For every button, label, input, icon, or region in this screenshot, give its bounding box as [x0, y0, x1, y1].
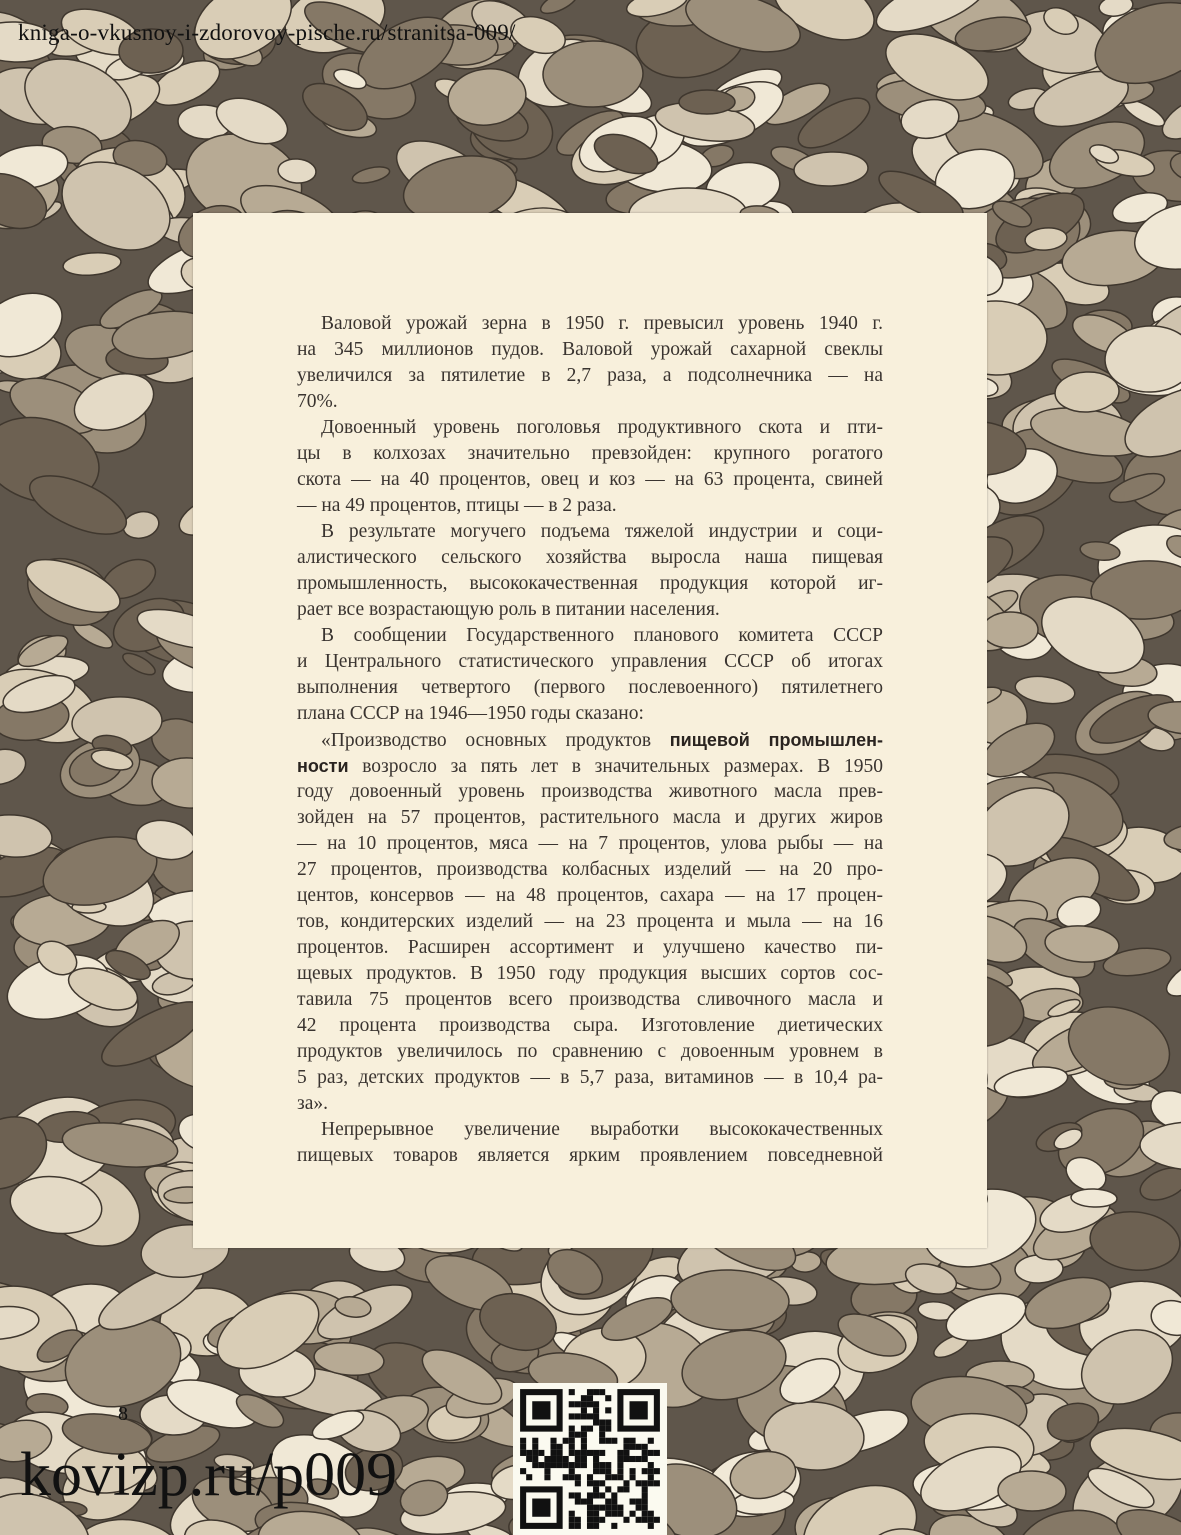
qr-module	[587, 1401, 593, 1407]
text-line	[297, 441, 883, 467]
qr-module	[520, 1468, 526, 1474]
qr-module	[587, 1492, 593, 1498]
qr-module	[611, 1499, 617, 1505]
line-text: алистического сельского хозяйства выросла наша пищевая	[297, 547, 883, 568]
qr-module	[526, 1474, 532, 1480]
line-text: за».	[297, 1093, 328, 1114]
qr-module	[587, 1426, 593, 1432]
text-line	[297, 597, 883, 623]
qr-module	[550, 1438, 556, 1444]
line-text: процентов. Расширен ассортимент и улучшено качество пи-	[297, 937, 883, 958]
qr-module	[630, 1499, 636, 1505]
qr-module	[575, 1480, 581, 1486]
qr-module	[575, 1413, 581, 1419]
qr-module	[630, 1474, 636, 1480]
text-line	[297, 701, 883, 727]
text-line	[297, 727, 883, 753]
qr-module	[599, 1517, 605, 1523]
qr-module	[569, 1444, 575, 1450]
qr-module	[593, 1505, 599, 1511]
text-line	[297, 1091, 883, 1117]
qr-module	[599, 1505, 605, 1511]
line-text: — на 49 процентов, птицы — в 2 раза.	[297, 495, 617, 516]
qr-module	[532, 1438, 538, 1444]
qr-module	[636, 1444, 642, 1450]
line-text: Валовой урожай зерна в 1950 г. превысил уровень 1940 г.	[321, 313, 883, 334]
qr-module	[587, 1474, 593, 1480]
qr-module	[623, 1486, 629, 1492]
qr-module	[605, 1395, 611, 1401]
text-line	[297, 831, 883, 857]
text-line	[297, 805, 883, 831]
qr-module	[611, 1505, 617, 1511]
qr-module	[593, 1468, 599, 1474]
qr-module	[587, 1395, 593, 1401]
line-text: продуктов увеличилось по сравнению с довоенным уровнем в	[297, 1041, 883, 1062]
qr-module	[599, 1480, 605, 1486]
qr-module	[569, 1413, 575, 1419]
qr-module	[623, 1438, 629, 1444]
qr-module	[623, 1444, 629, 1450]
qr-module	[611, 1492, 617, 1498]
text-line	[297, 753, 883, 779]
qr-module	[617, 1505, 623, 1511]
qr-module	[575, 1499, 581, 1505]
qr-module	[532, 1462, 538, 1468]
qr-module	[611, 1523, 617, 1529]
qr-module	[617, 1456, 623, 1462]
text-line	[297, 779, 883, 805]
qr-module	[569, 1450, 575, 1456]
line-text: промышленность, высококачественная продукция которой иг-	[297, 573, 883, 594]
line-text: «Производство основных продуктов	[321, 730, 670, 751]
qr-module	[648, 1468, 654, 1474]
qr-module	[611, 1438, 617, 1444]
qr-module	[642, 1492, 648, 1498]
bold-term: пищевой промышлен-	[669, 730, 883, 750]
line-text: выполнения четвертого (первого послевоенного) пятилетнего	[297, 677, 883, 698]
qr-module	[569, 1523, 575, 1529]
text-line	[297, 493, 883, 519]
qr-module	[611, 1511, 617, 1517]
line-text: возросло за пять лет в значительных размерах. В 1950	[348, 756, 883, 777]
qr-module	[526, 1450, 532, 1456]
line-text: году довоенный уровень производства животного масла прев-	[297, 781, 883, 802]
qr-module	[605, 1474, 611, 1480]
qr-module	[581, 1499, 587, 1505]
text-line	[297, 363, 883, 389]
qr-module	[581, 1444, 587, 1450]
text-line	[297, 675, 883, 701]
qr-module	[550, 1450, 556, 1456]
qr-module	[557, 1450, 563, 1456]
qr-module	[587, 1450, 593, 1456]
qr-module	[642, 1468, 648, 1474]
line-text: В сообщении Государственного планового комитета СССР	[321, 625, 883, 646]
qr-module	[654, 1517, 660, 1523]
qr-module	[532, 1499, 550, 1517]
line-text: пищевых товаров является ярким проявлением повседневной	[297, 1145, 883, 1166]
qr-module	[617, 1511, 623, 1517]
qr-module	[636, 1480, 642, 1486]
qr-module	[623, 1480, 629, 1486]
qr-module	[593, 1450, 599, 1456]
qr-module	[569, 1401, 575, 1407]
qr-module	[654, 1450, 660, 1456]
qr-module	[575, 1432, 581, 1438]
qr-module	[593, 1486, 599, 1492]
line-text: 27 процентов, производства колбасных изделий — на 20 про-	[297, 859, 883, 880]
qr-module	[642, 1444, 648, 1450]
site-url[interactable]: kniga-o-vkusnoy-i-zdorovoy-pische.ru/stranitsa-009/	[18, 20, 516, 45]
line-text: цы в колхозах значительно превзойден: крупного рогатого	[297, 443, 883, 464]
qr-module	[654, 1480, 660, 1486]
text-line	[297, 389, 883, 415]
qr-module	[623, 1450, 629, 1456]
qr-module	[581, 1413, 587, 1419]
qr-module	[648, 1474, 654, 1480]
qr-module	[599, 1438, 605, 1444]
qr-module	[538, 1462, 544, 1468]
text-line	[297, 961, 883, 987]
line-text: Непрерывное увеличение выработки высококачественных	[321, 1119, 883, 1140]
qr-module	[605, 1468, 611, 1474]
qr-module	[599, 1432, 605, 1438]
text-line	[297, 467, 883, 493]
qr-module	[605, 1407, 611, 1413]
qr-module	[569, 1438, 575, 1444]
qr-module	[581, 1456, 587, 1462]
qr-module	[557, 1456, 563, 1462]
qr-module	[569, 1492, 575, 1498]
qr-module	[587, 1499, 593, 1505]
qr-module	[520, 1438, 526, 1444]
qr-module	[569, 1474, 575, 1480]
qr-module	[617, 1486, 623, 1492]
qr-module	[587, 1480, 593, 1486]
qr-module	[636, 1499, 642, 1505]
line-text: плана СССР на 1946—1950 годы сказано:	[297, 703, 644, 724]
qr-module	[575, 1456, 581, 1462]
qr-module	[648, 1462, 654, 1468]
qr-module	[636, 1505, 642, 1511]
qr-module	[593, 1523, 599, 1529]
qr-module	[593, 1462, 599, 1468]
qr-module	[599, 1389, 605, 1395]
qr-module	[581, 1432, 587, 1438]
qr-module	[593, 1480, 599, 1486]
text-line	[297, 1013, 883, 1039]
qr-module	[587, 1523, 593, 1529]
qr-module	[654, 1468, 660, 1474]
qr-module	[581, 1395, 587, 1401]
qr-module	[593, 1413, 599, 1419]
text-line	[297, 909, 883, 935]
line-text: 70%.	[297, 391, 338, 412]
line-text: тавила 75 процентов всего производства сливочного масла и	[297, 989, 883, 1010]
qr-module	[550, 1462, 556, 1468]
text-line	[297, 623, 883, 649]
bold-term: ности	[297, 756, 349, 776]
line-text: В результате могучего подъема тяжелой индустрии и соци-	[321, 521, 883, 542]
text-panel	[193, 213, 987, 1248]
qr-module	[605, 1462, 611, 1468]
line-text: и Центрального статистического управления СССР об итогах	[297, 651, 883, 672]
qr-module	[605, 1486, 611, 1492]
qr-module	[575, 1450, 581, 1456]
text-line	[297, 337, 883, 363]
bread-loaf	[982, 612, 1039, 649]
qr-module	[563, 1456, 569, 1462]
qr-module	[605, 1426, 611, 1432]
qr-module	[617, 1468, 623, 1474]
text-line	[297, 519, 883, 545]
bread-loaf	[542, 40, 643, 108]
qr-module	[581, 1462, 587, 1468]
qr-module	[593, 1511, 599, 1517]
qr-module	[605, 1505, 611, 1511]
line-text: зойден на 57 процентов, растительного масла и других жиров	[297, 807, 883, 828]
qr-module	[569, 1389, 575, 1395]
line-text: щевых продуктов. В 1950 году продукция высших сортов сос-	[297, 963, 883, 984]
qr-module	[617, 1450, 623, 1456]
text-line	[297, 649, 883, 675]
qr-module	[581, 1401, 587, 1407]
qr-module	[520, 1444, 526, 1450]
text-line	[297, 1117, 883, 1143]
qr-module	[605, 1438, 611, 1444]
qr-module	[605, 1511, 611, 1517]
qr-module	[587, 1389, 593, 1395]
qr-module	[623, 1456, 629, 1462]
qr-module	[544, 1474, 550, 1480]
qr-module	[642, 1499, 648, 1505]
qr-module	[569, 1468, 575, 1474]
text-line	[297, 883, 883, 909]
qr-module	[630, 1401, 648, 1419]
qr-module	[563, 1462, 569, 1468]
qr-module	[569, 1517, 575, 1523]
qr-module	[557, 1444, 563, 1450]
line-text: тов, кондитерских изделий — на 23 процента и мыла — на 16	[297, 911, 883, 932]
qr-module	[642, 1505, 648, 1511]
qr-module	[593, 1419, 599, 1425]
qr-module	[587, 1413, 593, 1419]
text-line	[297, 545, 883, 571]
line-text: Довоенный уровень поголовья продуктивного скота и пти-	[321, 417, 883, 438]
qr-module	[593, 1389, 599, 1395]
qr-module	[636, 1517, 642, 1523]
qr-module	[538, 1450, 544, 1456]
qr-module	[526, 1456, 532, 1462]
line-text: — на 10 процентов, мяса — на 7 процентов, улова рыбы — на	[297, 833, 883, 854]
qr-module	[642, 1511, 648, 1517]
qr-module	[648, 1511, 654, 1517]
line-text: рает все возрастающую роль в питании населения.	[297, 599, 720, 620]
qr-module	[599, 1462, 605, 1468]
qr-module	[642, 1517, 648, 1523]
text-line	[297, 1039, 883, 1065]
qr-module	[587, 1511, 593, 1517]
body-text	[297, 311, 883, 1169]
qr-module	[581, 1438, 587, 1444]
text-line	[297, 571, 883, 597]
qr-module	[575, 1462, 581, 1468]
qr-module	[532, 1450, 538, 1456]
qr-module	[581, 1450, 587, 1456]
qr-module	[532, 1401, 550, 1419]
qr-module	[575, 1523, 581, 1529]
qr-module	[563, 1474, 569, 1480]
qr-module	[569, 1426, 575, 1432]
text-line	[297, 1065, 883, 1091]
line-text: 5 раз, детских продуктов — в 5,7 раза, витаминов — в 10,4 ра-	[297, 1067, 883, 1088]
bread-loaf	[998, 1470, 1067, 1511]
qr-module	[575, 1401, 581, 1407]
qr-module	[544, 1456, 550, 1462]
qr-module	[557, 1462, 563, 1468]
qr-module	[581, 1426, 587, 1432]
qr-module	[611, 1474, 617, 1480]
qr-module	[575, 1517, 581, 1523]
qr-module	[630, 1444, 636, 1450]
qr-module	[587, 1517, 593, 1523]
qr-module	[593, 1401, 599, 1407]
qr-module	[563, 1438, 569, 1444]
qr-module	[599, 1419, 605, 1425]
text-line	[297, 1143, 883, 1169]
qr-module	[630, 1456, 636, 1462]
line-text: увеличился за пятилетие в 2,7 раза, а подсолнечника — на	[297, 365, 883, 386]
qr-module	[642, 1456, 648, 1462]
qr-module	[630, 1468, 636, 1474]
qr-module	[642, 1486, 648, 1492]
line-text: центов, консервов — на 48 процентов, сахара — на 17 процен-	[297, 885, 883, 906]
qr-module	[550, 1444, 556, 1450]
qr-module	[648, 1438, 654, 1444]
qr-module	[599, 1492, 605, 1498]
qr-module	[648, 1523, 654, 1529]
qr-module	[648, 1450, 654, 1456]
qr-code	[513, 1383, 667, 1535]
qr-module	[593, 1517, 599, 1523]
qr-module	[599, 1468, 605, 1474]
qr-module	[569, 1511, 575, 1517]
line-text: 42 процента производства сыра. Изготовление диетических	[297, 1015, 883, 1036]
text-line	[297, 987, 883, 1013]
qr-module	[605, 1419, 611, 1425]
qr-module	[520, 1450, 526, 1456]
qr-module	[550, 1456, 556, 1462]
qr-module	[575, 1492, 581, 1498]
qr-module	[623, 1517, 629, 1523]
text-line	[297, 311, 883, 337]
text-line	[297, 857, 883, 883]
qr-module	[569, 1462, 575, 1468]
qr-module	[648, 1517, 654, 1523]
qr-module	[630, 1511, 636, 1517]
qr-module	[581, 1407, 587, 1413]
qr-module	[575, 1474, 581, 1480]
line-text: скота — на 40 процентов, овец и коз — на 63 процента, свиней	[297, 469, 883, 490]
qr-module	[630, 1438, 636, 1444]
qr-module	[617, 1474, 623, 1480]
qr-module	[642, 1480, 648, 1486]
bread-loaf	[679, 90, 735, 114]
qr-module	[642, 1450, 648, 1456]
qr-module	[593, 1407, 599, 1413]
qr-module	[648, 1480, 654, 1486]
qr-module	[605, 1499, 611, 1505]
qr-module	[569, 1432, 575, 1438]
qr-module	[532, 1444, 538, 1450]
qr-module	[599, 1426, 605, 1432]
qr-module	[544, 1468, 550, 1474]
qr-module	[587, 1505, 593, 1511]
page-number: 8	[118, 1403, 128, 1425]
qr-module	[599, 1450, 605, 1456]
qr-module	[636, 1456, 642, 1462]
text-line	[297, 415, 883, 441]
text-line	[297, 935, 883, 961]
line-text: на 345 миллионов пудов. Валовой урожай сахарной свеклы	[297, 339, 883, 360]
qr-module	[593, 1456, 599, 1462]
qr-module	[544, 1462, 550, 1468]
qr-module	[593, 1492, 599, 1498]
qr-module	[532, 1456, 538, 1462]
short-url[interactable]: kovizp.ru/p009	[20, 1441, 398, 1509]
qr-module	[617, 1462, 623, 1468]
